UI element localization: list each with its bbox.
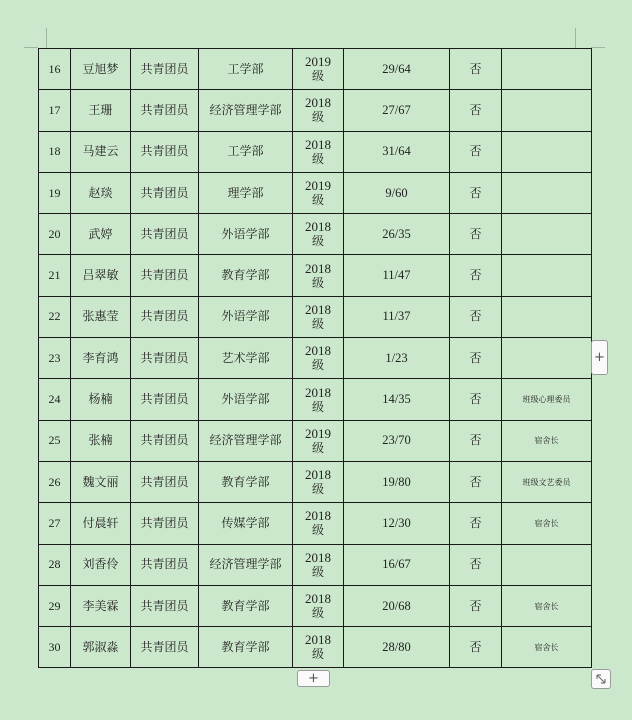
year-value: 2019 (305, 425, 331, 441)
cell-note[interactable]: 宿舍长 (502, 503, 592, 544)
cell-political-status[interactable]: 共青团员 (131, 255, 199, 296)
cell-department[interactable]: 经济管理学部 (199, 420, 293, 461)
table-row (39, 255, 592, 296)
crop-mark-left-horizontal (24, 47, 38, 48)
cell-rank[interactable]: 9/60 (344, 172, 450, 213)
year-suffix: 级 (311, 440, 324, 455)
table-row (39, 214, 592, 255)
cell-name[interactable]: 魏文丽 (71, 461, 131, 502)
cell-political-status[interactable]: 共青团员 (131, 338, 199, 379)
year-value: 2018 (305, 95, 331, 111)
cell-year[interactable] (293, 627, 344, 668)
cell-political-status[interactable]: 共青团员 (131, 585, 199, 626)
cell-political-status[interactable]: 共青团员 (131, 461, 199, 502)
year-value: 2019 (305, 54, 331, 70)
cell-year[interactable] (293, 172, 344, 213)
cell-year[interactable] (293, 214, 344, 255)
cell-number[interactable]: 27 (39, 503, 71, 544)
cell-year[interactable] (293, 255, 344, 296)
cell-year[interactable] (293, 461, 344, 502)
resize-arrow-icon (595, 673, 607, 685)
cell-name[interactable]: 豆旭梦 (71, 49, 131, 90)
cell-number[interactable]: 23 (39, 338, 71, 379)
cell-number[interactable]: 22 (39, 296, 71, 337)
cell-note[interactable] (502, 49, 592, 90)
year-value: 2018 (305, 508, 331, 524)
year-value: 2018 (305, 219, 331, 235)
cell-note[interactable] (502, 338, 592, 379)
cell-number[interactable]: 16 (39, 49, 71, 90)
cell-rank[interactable]: 1/23 (344, 338, 450, 379)
cell-department[interactable]: 经济管理学部 (199, 544, 293, 585)
cell-name[interactable]: 马建云 (71, 131, 131, 172)
cell-rank[interactable]: 31/64 (344, 131, 450, 172)
cell-name[interactable]: 王珊 (71, 90, 131, 131)
cell-note[interactable]: 班级心理委员 (502, 379, 592, 420)
cell-flag[interactable]: 否 (450, 379, 502, 420)
cell-rank[interactable]: 11/37 (344, 296, 450, 337)
table-resize-handle[interactable] (591, 669, 611, 689)
cell-number[interactable]: 26 (39, 461, 71, 502)
table-row (39, 172, 592, 213)
table-row (39, 544, 592, 585)
year-suffix: 级 (311, 316, 324, 331)
table-row (39, 379, 592, 420)
table-row (39, 296, 592, 337)
cell-year[interactable] (293, 90, 344, 131)
table-row (39, 627, 592, 668)
cell-note[interactable] (502, 255, 592, 296)
cell-political-status[interactable]: 共青团员 (131, 420, 199, 461)
year-suffix: 级 (311, 523, 324, 538)
year-suffix: 级 (311, 151, 324, 166)
cell-department[interactable]: 教育学部 (199, 585, 293, 626)
cell-flag[interactable]: 否 (450, 131, 502, 172)
cell-year[interactable] (293, 131, 344, 172)
cell-year[interactable] (293, 338, 344, 379)
cell-year[interactable] (293, 420, 344, 461)
cell-political-status[interactable]: 共青团员 (131, 379, 199, 420)
cell-note[interactable] (502, 172, 592, 213)
cell-rank[interactable]: 16/67 (344, 544, 450, 585)
cell-flag[interactable]: 否 (450, 503, 502, 544)
cell-department[interactable]: 外语学部 (199, 296, 293, 337)
cell-political-status[interactable]: 共青团员 (131, 131, 199, 172)
crop-mark-right-horizontal (591, 47, 605, 48)
add-column-button[interactable] (591, 340, 608, 375)
student-table-container (38, 48, 591, 668)
cell-note[interactable] (502, 131, 592, 172)
cell-year[interactable] (293, 296, 344, 337)
cell-flag[interactable]: 否 (450, 296, 502, 337)
year-suffix: 级 (311, 564, 324, 579)
year-value: 2018 (305, 632, 331, 648)
table-row (39, 461, 592, 502)
cell-flag[interactable]: 否 (450, 49, 502, 90)
cell-name[interactable]: 付晨轩 (71, 503, 131, 544)
year-suffix: 级 (311, 193, 324, 208)
cell-note[interactable] (502, 214, 592, 255)
cell-political-status[interactable]: 共青团员 (131, 296, 199, 337)
cell-department[interactable]: 传媒学部 (199, 503, 293, 544)
cell-number[interactable]: 21 (39, 255, 71, 296)
cell-name[interactable]: 李育鸿 (71, 338, 131, 379)
year-value: 2018 (305, 384, 331, 400)
year-suffix: 级 (311, 647, 324, 662)
cell-department[interactable]: 外语学部 (199, 214, 293, 255)
year-value: 2018 (305, 549, 331, 565)
cell-note[interactable] (502, 90, 592, 131)
cell-note[interactable]: 宿舍长 (502, 420, 592, 461)
cell-rank[interactable]: 27/67 (344, 90, 450, 131)
cell-rank[interactable]: 12/30 (344, 503, 450, 544)
cell-flag[interactable]: 否 (450, 255, 502, 296)
cell-number[interactable]: 29 (39, 585, 71, 626)
cell-year[interactable] (293, 544, 344, 585)
cell-flag[interactable]: 否 (450, 627, 502, 668)
cell-number[interactable]: 20 (39, 214, 71, 255)
cell-note[interactable]: 班级文艺委员 (502, 461, 592, 502)
cell-rank[interactable]: 14/35 (344, 379, 450, 420)
cell-note[interactable]: 宿舍长 (502, 585, 592, 626)
year-value: 2018 (305, 343, 331, 359)
cell-number[interactable]: 24 (39, 379, 71, 420)
cell-department[interactable]: 理学部 (199, 172, 293, 213)
student-table (38, 48, 592, 668)
cell-name[interactable]: 武婷 (71, 214, 131, 255)
cell-department[interactable]: 工学部 (199, 49, 293, 90)
cell-department[interactable]: 外语学部 (199, 379, 293, 420)
year-value: 2018 (305, 467, 331, 483)
cell-political-status[interactable]: 共青团员 (131, 172, 199, 213)
cell-name[interactable]: 杨楠 (71, 379, 131, 420)
cell-rank[interactable]: 23/70 (344, 420, 450, 461)
year-suffix: 级 (311, 399, 324, 414)
year-suffix: 级 (311, 482, 324, 497)
cell-department[interactable]: 教育学部 (199, 461, 293, 502)
cell-name[interactable]: 吕翠敏 (71, 255, 131, 296)
cell-department[interactable]: 艺术学部 (199, 338, 293, 379)
table-body (39, 49, 592, 668)
cell-flag[interactable]: 否 (450, 338, 502, 379)
year-value: 2018 (305, 591, 331, 606)
cell-department[interactable]: 工学部 (199, 131, 293, 172)
cell-year[interactable] (293, 379, 344, 420)
year-suffix: 级 (311, 606, 324, 620)
cell-political-status[interactable]: 共青团员 (131, 544, 199, 585)
cell-flag[interactable]: 否 (450, 420, 502, 461)
cell-name[interactable]: 刘香伶 (71, 544, 131, 585)
cell-department[interactable]: 教育学部 (199, 627, 293, 668)
table-row (39, 503, 592, 544)
cell-political-status[interactable]: 共青团员 (131, 90, 199, 131)
year-value: 2018 (305, 136, 331, 152)
cell-number[interactable]: 30 (39, 627, 71, 668)
table-row (39, 338, 592, 379)
cell-rank[interactable]: 29/64 (344, 49, 450, 90)
cell-flag[interactable]: 否 (450, 585, 502, 626)
cell-year[interactable] (293, 585, 344, 626)
cell-note[interactable] (502, 296, 592, 337)
cell-political-status[interactable]: 共青团员 (131, 627, 199, 668)
cell-flag[interactable]: 否 (450, 90, 502, 131)
cell-rank[interactable]: 11/47 (344, 255, 450, 296)
table-row (39, 49, 592, 90)
cell-note[interactable]: 宿舍长 (502, 627, 592, 668)
cell-political-status[interactable]: 共青团员 (131, 49, 199, 90)
cell-year[interactable] (293, 49, 344, 90)
year-suffix: 级 (311, 234, 324, 249)
crop-mark-right-vertical (575, 28, 576, 48)
cell-name[interactable]: 李美霖 (71, 585, 131, 626)
cell-flag[interactable]: 否 (450, 544, 502, 585)
cell-note[interactable] (502, 544, 592, 585)
table-row (39, 131, 592, 172)
year-value: 2018 (305, 301, 331, 317)
crop-mark-left-vertical (46, 28, 47, 48)
cell-department[interactable]: 经济管理学部 (199, 90, 293, 131)
year-suffix: 级 (311, 275, 324, 290)
plus-icon: + (308, 671, 319, 686)
cell-flag[interactable]: 否 (450, 461, 502, 502)
table-row (39, 420, 592, 461)
year-suffix: 级 (311, 110, 324, 125)
cell-rank[interactable]: 20/68 (344, 585, 450, 626)
cell-name[interactable]: 赵琰 (71, 172, 131, 213)
cell-rank[interactable]: 28/80 (344, 627, 450, 668)
cell-rank[interactable]: 19/80 (344, 461, 450, 502)
cell-political-status[interactable]: 共青团员 (131, 214, 199, 255)
table-row (39, 90, 592, 131)
cell-name[interactable]: 张惠莹 (71, 296, 131, 337)
cell-name[interactable]: 郭淑淼 (71, 627, 131, 668)
cell-department[interactable]: 教育学部 (199, 255, 293, 296)
table-row (39, 585, 592, 626)
cell-political-status[interactable]: 共青团员 (131, 503, 199, 544)
year-value: 2019 (305, 178, 331, 194)
year-suffix: 级 (311, 69, 324, 84)
cell-rank[interactable]: 26/35 (344, 214, 450, 255)
cell-number[interactable]: 28 (39, 544, 71, 585)
plus-icon: + (594, 350, 605, 365)
cell-name[interactable]: 张楠 (71, 420, 131, 461)
cell-number[interactable]: 25 (39, 420, 71, 461)
cell-flag[interactable]: 否 (450, 172, 502, 213)
cell-number[interactable]: 17 (39, 90, 71, 131)
year-value: 2018 (305, 260, 331, 276)
add-row-button[interactable] (297, 670, 330, 687)
cell-number[interactable]: 18 (39, 131, 71, 172)
cell-number[interactable]: 19 (39, 172, 71, 213)
year-suffix: 级 (311, 358, 324, 373)
cell-flag[interactable]: 否 (450, 214, 502, 255)
cell-year[interactable] (293, 503, 344, 544)
